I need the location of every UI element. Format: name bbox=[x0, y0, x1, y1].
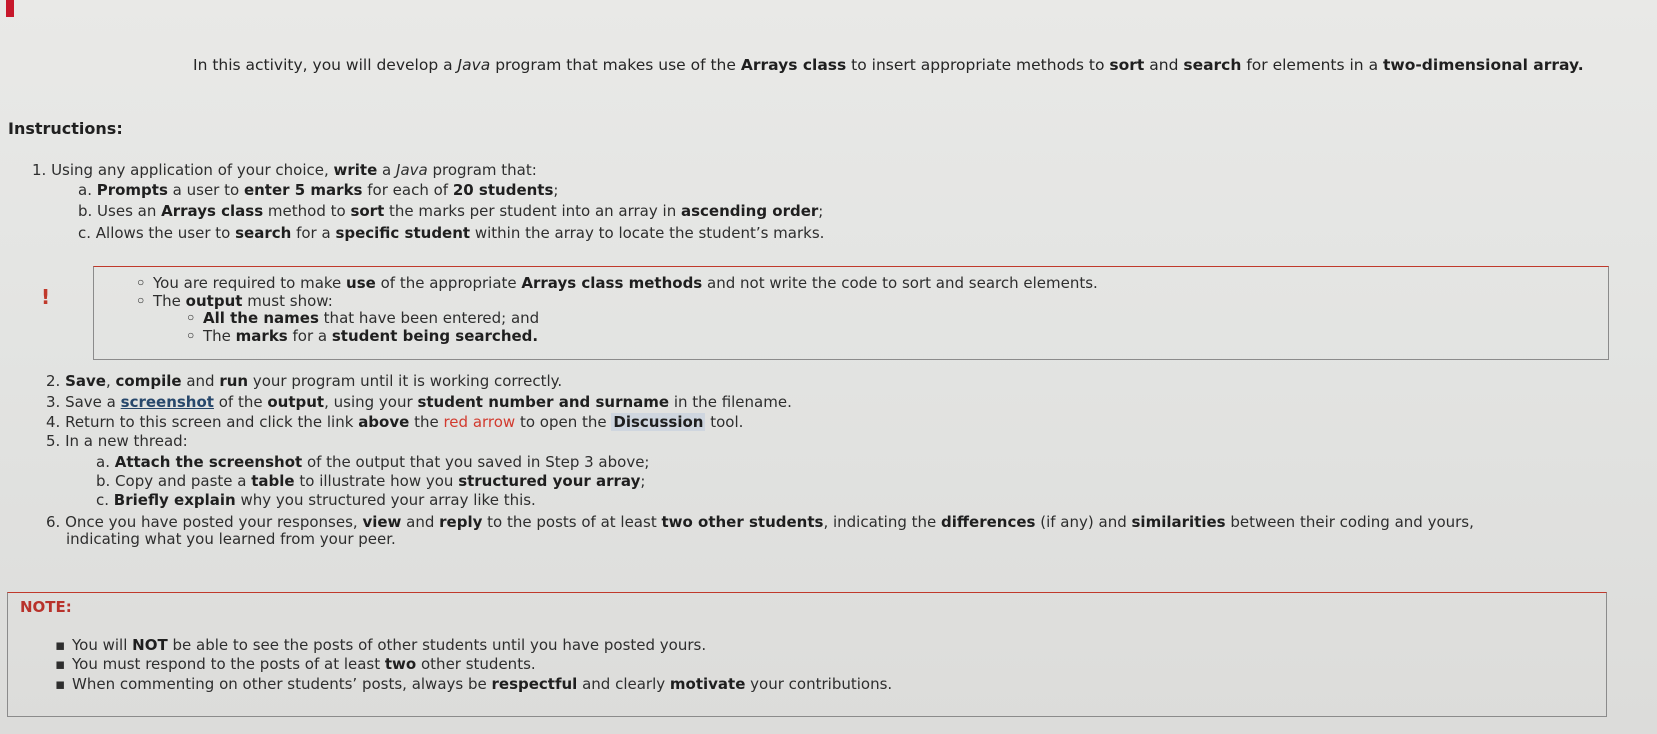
step-6: 6. Once you have posted your responses, view and reply to the posts of at least two other students, indicating the differences (if any) and similarities between their coding and yours, bbox=[46, 513, 1474, 531]
note-item: ▪ You must respond to the posts of at least two other students. bbox=[72, 655, 536, 673]
step-1c: c. Allows the user to search for a specific student within the array to locate the student’s marks. bbox=[78, 224, 825, 242]
screenshot-link[interactable]: screenshot bbox=[120, 393, 214, 411]
step-5a: a. Attach the screenshot of the output that you saved in Step 3 above; bbox=[96, 453, 650, 471]
callout-item: ◦ The output must show: bbox=[153, 292, 333, 310]
step-4: 4. Return to this screen and click the link above the red arrow to open the Discussion tool. bbox=[46, 413, 744, 431]
step-1a: a. Prompts a user to enter 5 marks for each of 20 students; bbox=[78, 181, 559, 199]
step-1b: b. Uses an Arrays class method to sort the marks per student into an array in ascending order; bbox=[78, 202, 824, 220]
callout-subitem: ◦ The marks for a student being searched. bbox=[203, 327, 538, 345]
step-5b: b. Copy and paste a table to illustrate how you structured your array; bbox=[96, 472, 646, 490]
step-6-continued: indicating what you learned from your peer. bbox=[66, 530, 396, 548]
instructions-heading: Instructions: bbox=[8, 119, 123, 138]
step-5c: c. Briefly explain why you structured your array like this. bbox=[96, 491, 536, 509]
note-heading: NOTE: bbox=[20, 598, 72, 616]
step-1: 1. Using any application of your choice, write a Java program that: bbox=[32, 161, 537, 179]
step-2: 2. Save, compile and run your program until it is working correctly. bbox=[46, 372, 563, 390]
exclamation-icon: ! bbox=[41, 285, 51, 309]
step-3: 3. Save a screenshot of the output, using your student number and surname in the filename. bbox=[46, 393, 792, 411]
corner-marker bbox=[6, 0, 14, 17]
callout-item: ◦ You are required to make use of the appropriate Arrays class methods and not write the code to sort and search elements. bbox=[153, 274, 1098, 292]
callout-subitem: ◦ All the names that have been entered; and bbox=[203, 309, 539, 327]
note-item: ▪ When commenting on other students’ posts, always be respectful and clearly motivate your contributions. bbox=[72, 675, 892, 693]
note-item: ▪ You will NOT be able to see the posts of other students until you have posted yours. bbox=[72, 636, 706, 654]
activity-intro: In this activity, you will develop a Java program that makes use of the Arrays class to insert appropriate methods to sort and search for elements in a two-dimensional array. bbox=[193, 56, 1584, 74]
step-5: 5. In a new thread: bbox=[46, 432, 188, 450]
